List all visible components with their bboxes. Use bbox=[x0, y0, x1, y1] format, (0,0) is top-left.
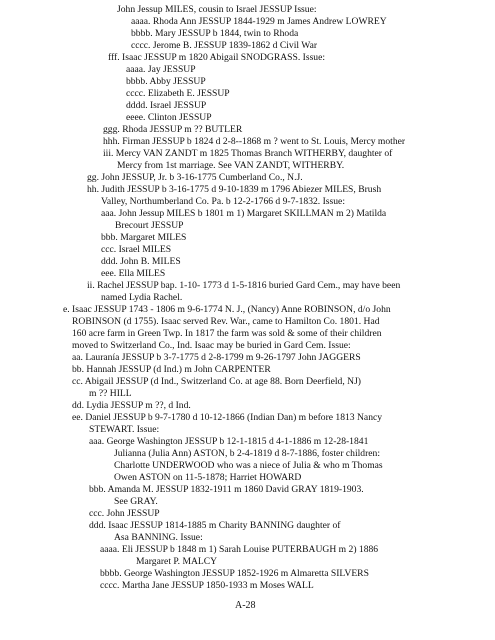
text-line: See GRAY. bbox=[114, 496, 158, 507]
text-line: bbb. Margaret MILES bbox=[101, 232, 187, 243]
text-line: aaaa. Jay JESSUP bbox=[126, 64, 196, 75]
text-line: iii. Mercy VAN ZANDT m 1825 Thomas Branch WITHERBY, daughter of bbox=[103, 148, 393, 159]
text-line: cccc. Jerome B. JESSUP 1839-1862 d Civil War bbox=[131, 40, 318, 51]
text-line: STEWART. Issue: bbox=[89, 424, 160, 435]
text-line: John Jessup MILES, cousin to Israel JESSUP Issue: bbox=[117, 4, 317, 15]
text-line: gg. John JESSUP, Jr. b 3-16-1775 Cumberland Co., N.J. bbox=[87, 172, 303, 183]
text-line: bbb. Amanda M. JESSUP 1832-1911 m 1860 David GRAY 1819-1903. bbox=[89, 484, 364, 495]
text-line: moved to Switzerland Co., Ind. Isaac may be buried in Gard Cem. Issue: bbox=[72, 340, 351, 351]
text-line: aaa. John Jessup MILES b 1801 m 1) Margaret SKILLMAN m 2) Matilda bbox=[101, 208, 387, 219]
text-line: ggg. Rhoda JESSUP m ?? BUTLER bbox=[103, 124, 243, 135]
text-line: fff. Isaac JESSUP m 1820 Abigail SNODGRASS. Issue: bbox=[108, 52, 326, 63]
text-line: Julianna (Julia Ann) ASTON, b 2-4-1819 d 8-7-1886, foster children: bbox=[114, 448, 381, 459]
text-line: cccc. Elizabeth E. JESSUP bbox=[126, 88, 230, 99]
page-number: A-28 bbox=[235, 600, 256, 611]
text-line: hhh. Firman JESSUP b 1824 d 2-8--1868 m ? went to St. Louis, Mercy mother bbox=[103, 136, 406, 147]
text-line: dddd. Israel JESSUP bbox=[126, 100, 207, 111]
text-line: dd. Lydia JESSUP m ??, d Ind. bbox=[72, 400, 191, 411]
text-line: cccc. Martha Jane JESSUP 1850-1933 m Moses WALL bbox=[100, 580, 314, 591]
text-line: Asa BANNING. Issue: bbox=[114, 532, 203, 543]
text-line: bbbb. George Washington JESSUP 1852-1926 m Almaretta SILVERS bbox=[100, 568, 369, 579]
text-line: aaaa. Rhoda Ann JESSUP 1844-1929 m James Andrew LOWREY bbox=[131, 16, 387, 27]
text-line: Mercy from 1st marriage. See VAN ZANDT, WITHERBY. bbox=[117, 160, 345, 171]
text-line: eee. Ella MILES bbox=[101, 268, 166, 279]
text-line: e. Isaac JESSUP 1743 - 1806 m 9-6-1774 N. J., (Nancy) Anne ROBINSON, d/o John bbox=[63, 304, 391, 315]
text-line: eeee. Clinton JESSUP bbox=[126, 112, 212, 123]
text-line: Margaret P. MALCY bbox=[136, 556, 218, 567]
text-line: ee. Daniel JESSUP b 9-7-1780 d 10-12-1866 (Indian Dan) m before 1813 Nancy bbox=[72, 412, 383, 423]
text-line: 160 acre farm in Green Twp. In 1817 the farm was sold & some of their children bbox=[72, 328, 382, 339]
text-line: aa. Lauranía JESSUP b 3-7-1775 d 2-8-1799 m 9-26-1797 John JAGGERS bbox=[72, 352, 361, 363]
text-line: ccc. John JESSUP bbox=[89, 508, 160, 519]
text-line: bb. Hannah JESSUP (d Ind.) m John CARPENTER bbox=[72, 364, 271, 375]
text-line: ii. Rachel JESSUP bap. 1-10- 1773 d 1-5-1816 buried Gard Cem., may have been bbox=[87, 280, 401, 291]
text-line: bbbb. Abby JESSUP bbox=[126, 76, 206, 87]
text-line: bbbb. Mary JESSUP b 1844, twin to Rhoda bbox=[131, 28, 299, 39]
text-line: ROBINSON (d 1755). Isaac served Rev. War., came to Hamilton Co. 1801. Had bbox=[72, 316, 380, 327]
text-line: ddd. Isaac JESSUP 1814-1885 m Charity BANNING daughter of bbox=[89, 520, 341, 531]
text-line: Charlotte UNDERWOOD who was a niece of Julia & who m Thomas bbox=[114, 460, 383, 471]
text-line: Valley, Northumberland Co. Pa. b 12-2-1766 d 9-7-1832. Issue: bbox=[101, 196, 345, 207]
text-line: Owen ASTON on 11-5-1878; Harriet HOWARD bbox=[114, 472, 302, 483]
text-line: ddd. John B. MILES bbox=[101, 256, 181, 267]
text-line: ccc. Israel MILES bbox=[101, 244, 172, 255]
text-line: aaa. George Washington JESSUP b 12-1-1815 d 4-1-1886 m 12-28-1841 bbox=[89, 436, 369, 447]
text-line: cc. Abigail JESSUP (d Ind., Switzerland Co. at age 88. Born Deerfield, NJ) bbox=[72, 376, 362, 387]
text-line: aaaa. Eli JESSUP b 1848 m 1) Sarah Louise PUTERBAUGH m 2) 1886 bbox=[100, 544, 379, 555]
text-line: hh. Judith JESSUP b 3-16-1775 d 9-10-1839 m 1796 Abiezer MILES, Brush bbox=[87, 184, 382, 195]
text-line: named Lydia Rachel. bbox=[101, 292, 183, 303]
text-line: m ?? HILL bbox=[89, 388, 132, 399]
text-line: Brecourt JESSUP bbox=[115, 220, 184, 231]
